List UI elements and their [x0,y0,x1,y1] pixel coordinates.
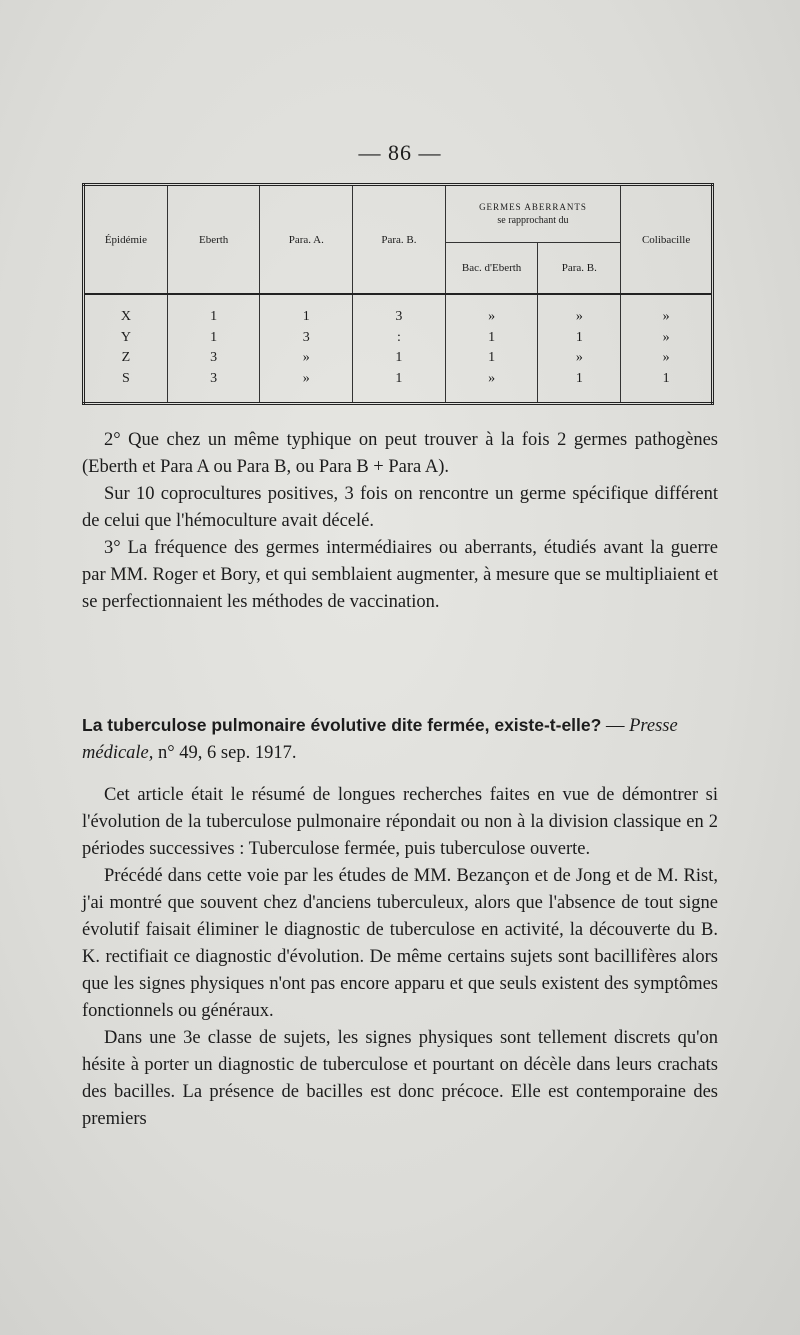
cell-eberth: 3 [167,367,260,403]
article-ref: n° 49, 6 sep. 1917. [153,743,297,763]
header-para-b-sub: Para. B. [538,243,621,295]
header-epidemie: Épidémie [84,185,168,295]
cell-para-b: 1 [353,367,446,403]
paragraph: Dans une 3e classe de sujets, les signes physiques sont tellement discrets qu'on hésite à porter un diagnostic de tuberculose et pourtant on décèle dans leurs crachats des bacilles. La présence de bacilles est donc précoce. Elle est contemporaine des premiers [82,1028,718,1129]
germes-subtitle: se rapprochant du [497,215,569,226]
cell-eberth: 1 [167,294,260,327]
cell-para-b-sub: » [538,294,621,327]
cell-colibacille: 1 [621,367,713,403]
cell-colibacille: » [621,347,713,367]
cell-eberth: 3 [167,347,260,367]
cell-epidemie: Y [84,327,168,347]
cell-para-a: 1 [260,294,353,327]
cell-colibacille: » [621,327,713,347]
germes-title: GERMES ABERRANTS [479,202,587,212]
cell-para-b-sub: 1 [538,327,621,347]
cell-para-a: » [260,347,353,367]
header-para-a: Para. A. [260,185,353,295]
cell-para-b-sub: 1 [538,367,621,403]
cell-eberth: 1 [167,327,260,347]
body-text-top [82,427,718,616]
cell-para-b-sub: » [538,347,621,367]
header-para-b: Para. B. [353,185,446,295]
header-germes-aberrants [445,185,620,243]
cell-para-b: 3 [353,294,446,327]
table-row [84,367,713,403]
cell-bac-eberth: » [445,367,538,403]
paragraph: Précédé dans cette voie par les études de MM. Bezançon et de Jong et de M. Rist, j'ai montré que souvent chez d'anciens tuberculeux, alors que l'absence de tout signe évolutif faisait éliminer le diagnostic de tuberculose en activité, la découverte du B. K. rectifiait ce diagnostic d'évolution. De même certains sujets sont bacillifères alors que les signes physiques n'ont pas encore apparu et que seuls existent des symptômes fonctionnels ou généraux. [82,866,718,1021]
cell-bac-eberth: » [445,294,538,327]
table-row [84,327,713,347]
cell-bac-eberth: 1 [445,327,538,347]
data-table [82,183,714,405]
header-bac-eberth: Bac. d'Eberth [445,243,538,295]
article-dash: — [601,716,630,736]
cell-epidemie: S [84,367,168,403]
article-source: Presse médicale, [82,716,678,763]
cell-bac-eberth: 1 [445,347,538,367]
header-eberth: Eberth [167,185,260,295]
article-heading [82,712,718,767]
cell-para-b: 1 [353,347,446,367]
body-text-bottom [82,782,718,1133]
paragraph: Sur 10 coprocultures positives, 3 fois on rencontre un germe spécifique différent de celui que l'hémoculture avait décelé. [82,484,718,531]
paragraph: 3° La fréquence des germes intermédiaires ou aberrants, étudiés avant la guerre par MM. Roger et Bory, et qui semblaient augmenter, à mesure que se multipliaient et se perfectionnaient les méthodes de vaccination. [82,538,718,612]
article-title: La tuberculose pulmonaire évolutive dite fermée, existe-t-elle? [82,715,602,735]
cell-colibacille: » [621,294,713,327]
paragraph: 2° Que chez un même typhique on peut trouver à la fois 2 germes pathogènes (Eberth et Para A ou Para B, ou Para B + Para A). [82,430,718,477]
cell-para-a: » [260,367,353,403]
page-number: — 86 — [358,140,442,165]
table-row [84,294,713,327]
table-row [84,347,713,367]
cell-epidemie: Z [84,347,168,367]
cell-para-b: : [353,327,446,347]
header-colibacille: Colibacille [621,185,713,295]
cell-para-a: 3 [260,327,353,347]
paragraph: Cet article était le résumé de longues recherches faites en vue de démontrer si l'évolution de la tuberculose pulmonaire répondait ou non à la division classique en 2 périodes successives : Tuberculose fermée, puis tuberculose ouverte. [82,785,718,859]
cell-epidemie: X [84,294,168,327]
